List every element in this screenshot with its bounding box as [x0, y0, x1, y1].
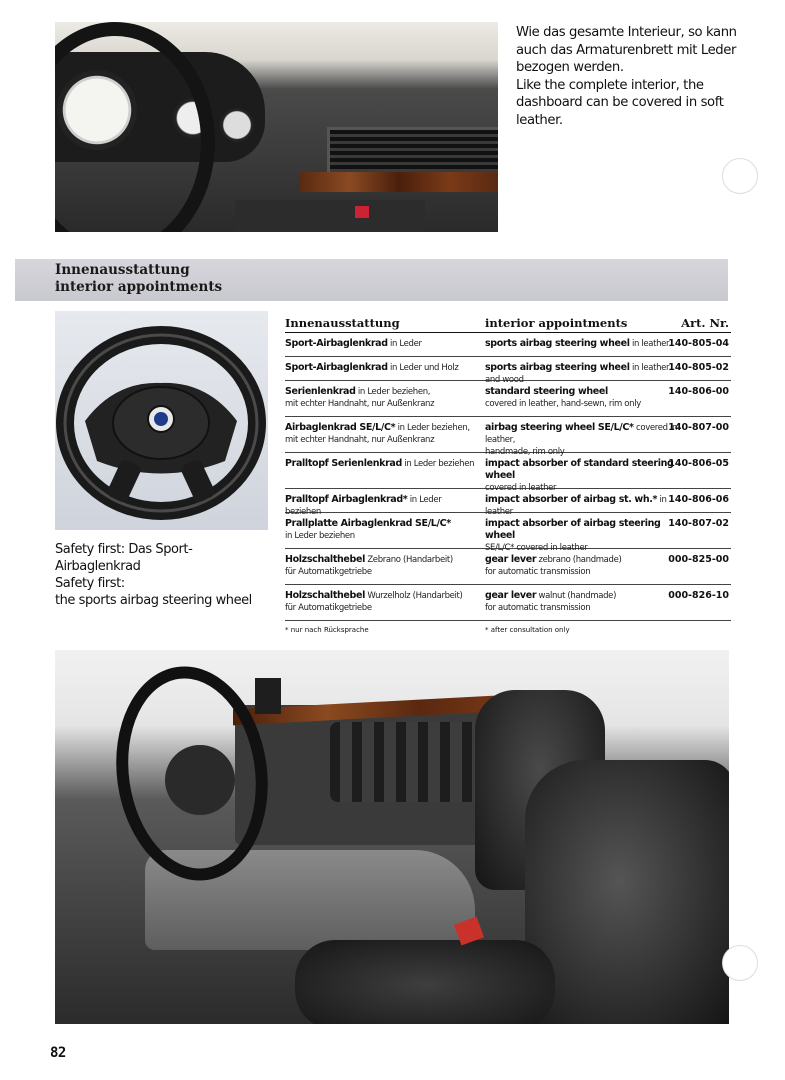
steering-wheel-icon [55, 311, 268, 530]
clock-gauge [220, 108, 254, 142]
punch-hole-bottom [722, 945, 758, 981]
side-mirror [255, 678, 281, 714]
table-body [285, 333, 731, 621]
wood-trim [300, 172, 498, 192]
row-description-en: airbag steering wheel SE/L/C* covered in leather, handmade, rim only [485, 422, 678, 457]
header-de: Innenausstattung [285, 316, 400, 330]
caption-line-2: Safety first: [55, 576, 125, 591]
row-description-en: sports airbag steering wheel in leather and wood [485, 362, 670, 385]
header-en: interior appointments [485, 316, 628, 330]
table-row [285, 549, 731, 585]
table-row [285, 453, 731, 493]
footnote-en: * after consultation only [485, 626, 570, 634]
row-description-en: impact absorber of standard steering wheel covered in leather [485, 458, 674, 493]
row-description-en: impact absorber of airbag steering wheel SE/L/C* covered in leather [485, 518, 661, 553]
table-row [285, 489, 731, 517]
article-number: 140-805-02 [668, 362, 729, 373]
row-description-de: Pralltopf Serienlenkrad in Leder beziehen [285, 458, 475, 469]
row-description-en: standard steering wheel covered in leather, hand-sewn, rim only [485, 386, 641, 409]
page-number: 82 [50, 1045, 66, 1061]
row-description-de: Prallplatte Airbaglenkrad SE/L/C* in Leder beziehen [285, 518, 451, 541]
steering-hub [165, 745, 235, 815]
table-header [285, 310, 731, 333]
row-description-de: Airbaglenkrad SE/L/C* in Leder beziehen, mit echter Handnaht, nur Außenkranz [285, 422, 470, 445]
row-description-de: Serienlenkrad in Leder beziehen, mit echter Handnaht, nur Außenkranz [285, 386, 435, 409]
article-number: 140-807-00 [668, 422, 729, 433]
row-description-de: Sport-Airbaglenkrad in Leder und Holz [285, 362, 459, 373]
punch-hole-top [722, 158, 758, 194]
passenger-seat [525, 760, 729, 1024]
dashboard-caption-de: Wie das gesamte Interieur, so kann auch das Armaturenbrett mit Leder bezogen werden. [516, 25, 737, 75]
interior-photo [55, 650, 729, 1024]
table-row [285, 357, 731, 385]
table-row [285, 513, 731, 553]
air-vents [327, 127, 498, 175]
table-row [285, 585, 731, 621]
row-description-en: gear lever walnut (handmade) for automatic transmission [485, 590, 617, 613]
hazard-button [355, 206, 369, 218]
dashboard-caption-en: Like the complete interior, the dashboard can be covered in soft leather. [516, 77, 724, 128]
seat-cushion [295, 940, 555, 1024]
section-title-de: Innenausstattung [55, 262, 190, 278]
row-description-de: Pralltopf Airbaglenkrad* in Leder beziehen [285, 494, 442, 517]
article-number: 140-807-02 [668, 518, 729, 529]
table-row [285, 333, 731, 357]
article-number: 140-806-00 [668, 386, 729, 397]
article-number: 000-826-10 [668, 590, 729, 601]
steering-wheel-photo [55, 311, 268, 530]
header-nr: Art. Nr. [681, 316, 729, 330]
row-description-de: Holzschalthebel Wurzelholz (Handarbeit) für Automatikgetriebe [285, 590, 463, 613]
caption-line-3: the sports airbag steering wheel [55, 593, 252, 608]
table-row [285, 381, 731, 417]
section-header [15, 259, 728, 301]
caption-line-1: Safety first: Das Sport-Airbaglenkrad [55, 542, 193, 574]
article-number: 140-806-05 [668, 458, 729, 469]
article-number: 140-805-04 [668, 338, 729, 349]
table-row [285, 417, 731, 457]
footnote-de: * nur nach Rücksprache [285, 626, 369, 634]
row-description-en: sports airbag steering wheel in leather [485, 338, 670, 349]
row-description-en: gear lever zebrano (handmade) for automatic transmission [485, 554, 622, 577]
dashboard-caption [516, 24, 766, 129]
center-console [235, 200, 425, 232]
section-title-en: interior appointments [55, 279, 223, 295]
steering-wheel-caption [55, 541, 270, 609]
row-description-de: Sport-Airbaglenkrad in Leder [285, 338, 422, 349]
article-number: 140-806-06 [668, 494, 729, 505]
parts-table [285, 310, 731, 621]
row-description-en: impact absorber of airbag st. wh.* in leather [485, 494, 667, 517]
row-description-de: Holzschalthebel Zebrano (Handarbeit) für Automatikgetriebe [285, 554, 453, 577]
dashboard-photo [55, 22, 498, 232]
article-number: 000-825-00 [668, 554, 729, 565]
